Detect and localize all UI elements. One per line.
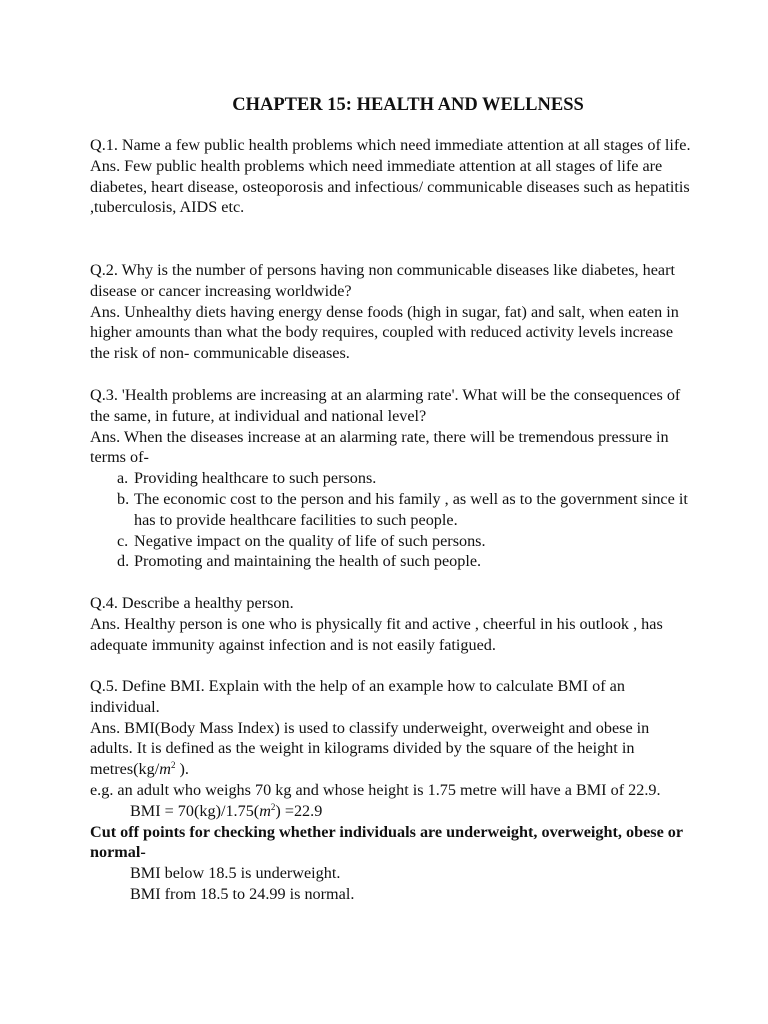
answer-5-text: Ans. BMI(Body Mass Index) is used to classify underweight, overweight and obese in adults. It is defined as the weight in kilograms divided by the square of the height in metres(kg/ — [90, 718, 650, 779]
cutoff-item: BMI below 18.5 is underweight. — [130, 864, 341, 883]
list-marker: c. — [117, 531, 129, 550]
question-4-block — [90, 593, 695, 655]
cutoff-item: BMI from 18.5 to 24.99 is normal. — [130, 884, 355, 903]
list-marker: b. — [117, 489, 130, 508]
bmi-formula — [90, 801, 695, 822]
question-1: Q.1. Name a few public health problems which need immediate attention at all stages of life. — [90, 136, 691, 154]
question-2: Q.2. Why is the number of persons having non communicable diseases like diabetes, heart disease or cancer increasing worldwide? — [90, 261, 676, 300]
question-4: Q.4. Describe a healthy person. — [90, 594, 294, 612]
list-item-text: Promoting and maintaining the health of such people. — [134, 552, 482, 571]
list-item-text: Negative impact on the quality of life of such persons. — [134, 531, 486, 550]
list-item — [90, 489, 695, 531]
answer-5-close: ). — [175, 760, 189, 779]
formula-exponent: 2 — [270, 801, 276, 812]
formula-unit-m: m — [259, 801, 271, 820]
bmi-example: e.g. an adult who weighs 70 kg and whose height is 1.75 metre will have a BMI of 22.9. — [90, 780, 661, 799]
chapter-title: CHAPTER 15: HEALTH AND WELLNESS — [232, 95, 584, 115]
formula-end: ) =22.9 — [275, 801, 323, 820]
list-marker: a. — [117, 469, 129, 488]
list-item — [90, 551, 695, 572]
question-5-block — [90, 676, 695, 905]
formula-start: BMI = 70(kg)/1.75( — [130, 801, 260, 820]
unit-m: m — [159, 760, 171, 779]
consequence-list — [90, 468, 695, 572]
list-item-text: The economic cost to the person and his family , as well as to the government since it has to provide healthcare facilities to such people. — [134, 489, 688, 529]
question-2-block — [90, 260, 695, 364]
cutoff-heading: Cut off points for checking whether individuals are underweight, overweight, obese or normal- — [90, 822, 683, 862]
list-item — [90, 468, 695, 489]
list-marker: d. — [117, 552, 130, 571]
question-3: Q.3. 'Health problems are increasing at an alarming rate'. What will be the consequences of the same, in future, at individual and national level? — [90, 386, 681, 425]
question-5: Q.5. Define BMI. Explain with the help of an example how to calculate BMI of an individual. — [90, 677, 625, 716]
answer-3: Ans. When the diseases increase at an alarming rate, there will be tremendous pressure in terms of- — [90, 427, 669, 467]
question-1-block — [90, 135, 695, 218]
answer-5 — [90, 718, 695, 780]
unit-exponent: 2 — [170, 760, 176, 771]
list-item-text: Providing healthcare to such persons. — [134, 469, 377, 488]
answer-1: Ans. Few public health problems which need immediate attention at all stages of life are diabetes, heart disease, osteoporosis and infectious/ communicable diseases such as hepatitis ,tuberculosis, AIDS etc. — [90, 156, 690, 217]
answer-4: Ans. Healthy person is one who is physically fit and active , cheerful in his outlook , has adequate immunity against infection and is not easily fatigued. — [90, 614, 663, 654]
question-3-block — [90, 385, 695, 572]
list-item — [90, 531, 695, 552]
answer-2: Ans. Unhealthy diets having energy dense foods (high in sugar, fat) and salt, when eaten in higher amounts than what the body requires, coupled with reduced activity levels increase the risk of non- communicable diseases. — [90, 302, 679, 363]
